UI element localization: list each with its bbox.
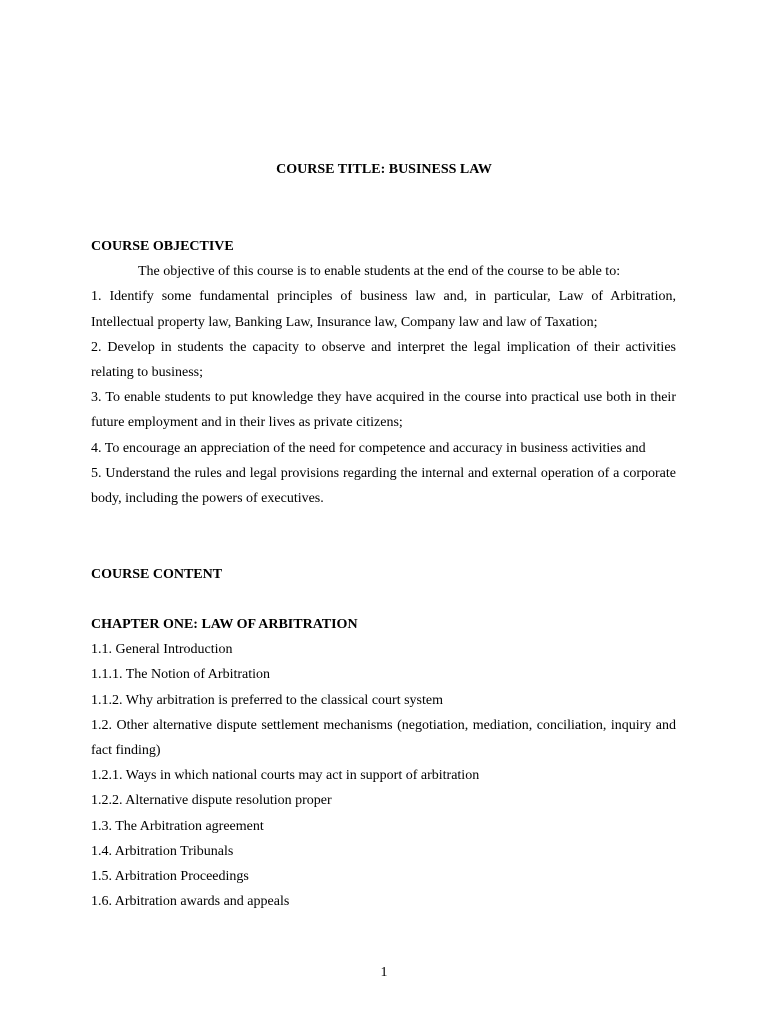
content-item: 1.6. Arbitration awards and appeals: [91, 894, 290, 910]
objective-item-5: 5. Understand the rules and legal provisions regarding the internal and external operation of a corporate body, including the powers of executives.: [91, 465, 676, 507]
course-objective-section: [91, 234, 676, 511]
course-objective-heading: COURSE OBJECTIVE: [91, 239, 234, 254]
content-item: 1.1.1. The Notion of Arbitration: [91, 667, 270, 683]
course-content-heading: COURSE CONTENT: [91, 567, 223, 582]
objective-item-2: 2. Develop in students the capacity to observe and interpret the legal implication of their activities relating to business;: [91, 339, 676, 381]
content-item: 1.5. Arbitration Proceedings: [91, 869, 249, 885]
chapter-heading: CHAPTER ONE: LAW OF ARBITRATION: [91, 617, 358, 632]
chapter-one-section: [91, 612, 676, 914]
content-item: 1.2. Other alternative dispute settlement mechanisms (negotiation, mediation, conciliation, inquiry and fact finding): [91, 717, 676, 759]
objective-item-3: 3. To enable students to put knowledge they have acquired in the course into practical use both in their future employment and in their lives as private citizens;: [91, 390, 676, 431]
course-title: COURSE TITLE: BUSINESS LAW: [276, 162, 492, 177]
content-item: 1.1.2. Why arbitration is preferred to the classical court system: [91, 692, 443, 708]
content-item: 1.4. Arbitration Tribunals: [91, 843, 234, 859]
content-item: 1.3. The Arbitration agreement: [91, 818, 264, 834]
content-item: 1.1. General Introduction: [91, 642, 233, 658]
page-number: 1: [380, 965, 388, 980]
content-item: 1.2.1. Ways in which national courts may act in support of arbitration: [91, 768, 480, 784]
objective-intro: The objective of this course is to enable students at the end of the course to be able to:: [138, 264, 621, 280]
objective-item-1: 1. Identify some fundamental principles of business law and, in particular, Law of Arbitration, Intellectual property law, Banking Law, Insurance law, Company law and law of Taxation;: [91, 289, 676, 330]
objective-item-4: 4. To encourage an appreciation of the need for competence and accuracy in business activities and: [91, 440, 646, 456]
content-item: 1.2.2. Alternative dispute resolution proper: [91, 793, 332, 809]
